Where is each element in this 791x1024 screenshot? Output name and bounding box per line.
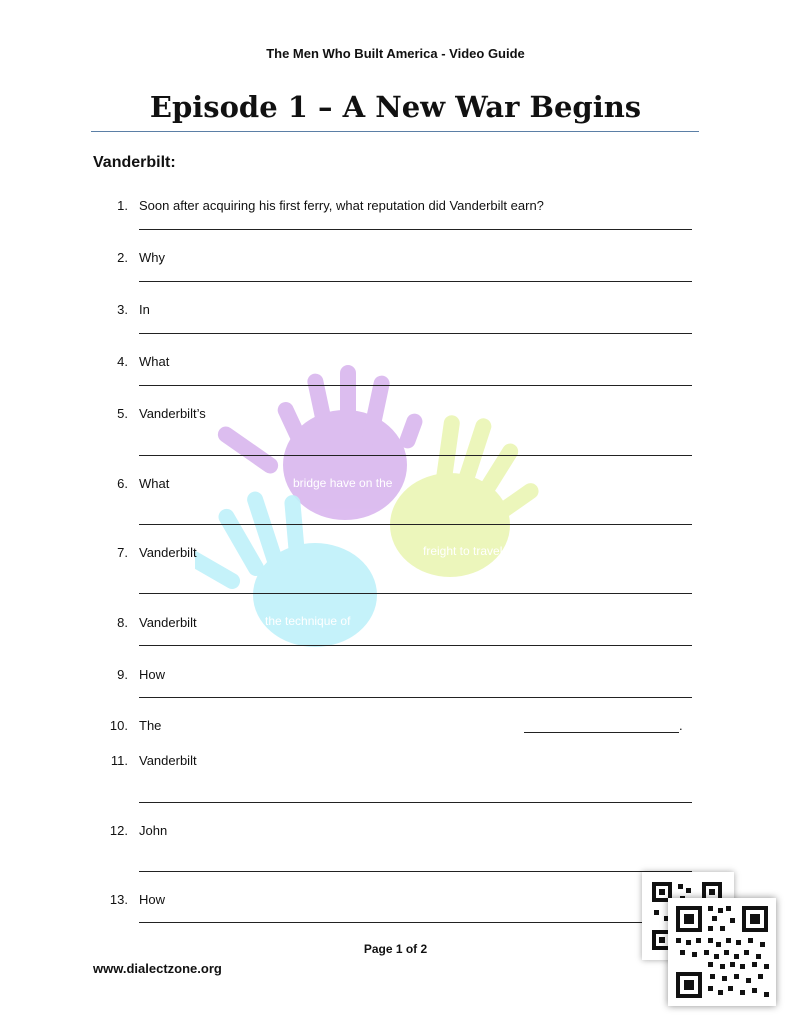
question-text: Vanderbilt bbox=[139, 753, 197, 768]
answer-line[interactable] bbox=[139, 281, 692, 282]
question-number: 6. bbox=[117, 476, 128, 491]
watermark-fragment-q6: bridge have on the bbox=[293, 476, 393, 490]
question-number: 5. bbox=[117, 406, 128, 421]
question-number: 4. bbox=[117, 354, 128, 369]
question-text: How bbox=[139, 892, 166, 907]
question-text: Vanderbilt bbox=[139, 545, 197, 560]
question-text: How bbox=[139, 667, 166, 682]
question-9 bbox=[0, 667, 791, 687]
question-number: 7. bbox=[117, 545, 128, 560]
question-text: What bbox=[139, 354, 170, 369]
question-6 bbox=[0, 476, 791, 496]
purple-hand bbox=[215, 365, 425, 520]
title-divider bbox=[91, 131, 699, 132]
question-3 bbox=[0, 302, 791, 322]
answer-line[interactable] bbox=[139, 333, 692, 334]
question-text: John bbox=[139, 823, 168, 838]
fill-in-blank[interactable] bbox=[524, 732, 679, 733]
question-text: What bbox=[139, 476, 170, 491]
episode-title: Episode 1 – A New War Begins bbox=[149, 90, 642, 124]
question-text: Vanderbilt’s bbox=[139, 406, 206, 421]
question-7 bbox=[0, 545, 791, 565]
question-number: 12. bbox=[109, 823, 128, 838]
question-number: 11. bbox=[110, 753, 128, 768]
question-number: 10. bbox=[109, 718, 128, 733]
answer-line[interactable] bbox=[139, 697, 692, 698]
question-1 bbox=[0, 198, 791, 218]
question-number: 8. bbox=[117, 615, 128, 630]
watermark-fragment-q8: the technique of bbox=[265, 614, 351, 628]
answer-line[interactable] bbox=[139, 922, 692, 923]
answer-line[interactable] bbox=[139, 524, 692, 525]
question-2 bbox=[0, 250, 791, 270]
question-5 bbox=[0, 406, 791, 426]
question-text: Soon after acquiring his first ferry, what reputation did Vanderbilt earn? bbox=[139, 198, 544, 213]
watermark-fragment-q7: freight to travel bbox=[423, 544, 503, 558]
fill-in-period: . bbox=[679, 718, 683, 733]
question-text: The bbox=[139, 718, 162, 733]
question-10 bbox=[0, 718, 791, 738]
guide-title: The Men Who Built America - Video Guide bbox=[266, 46, 525, 61]
question-text: In bbox=[139, 302, 150, 317]
page-number: Page 1 of 2 bbox=[363, 942, 428, 956]
question-4 bbox=[0, 354, 791, 374]
question-number: 13. bbox=[109, 892, 128, 907]
answer-line[interactable] bbox=[139, 871, 692, 872]
question-text: Vanderbilt bbox=[139, 615, 197, 630]
section-heading: Vanderbilt: bbox=[93, 154, 176, 171]
answer-line[interactable] bbox=[139, 593, 692, 594]
question-number: 2. bbox=[117, 250, 128, 265]
question-number: 3. bbox=[117, 302, 128, 317]
website-url[interactable]: www.dialectzone.org bbox=[93, 961, 222, 976]
question-number: 9. bbox=[117, 667, 128, 682]
qr-code bbox=[668, 898, 776, 1006]
answer-line[interactable] bbox=[139, 802, 692, 803]
answer-line[interactable] bbox=[139, 385, 692, 386]
question-12 bbox=[0, 823, 791, 843]
answer-line[interactable] bbox=[139, 645, 692, 646]
question-11 bbox=[0, 753, 791, 773]
answer-line[interactable] bbox=[139, 229, 692, 230]
question-text: Why bbox=[139, 250, 165, 265]
answer-line[interactable] bbox=[139, 455, 692, 456]
question-number: 1. bbox=[117, 198, 128, 213]
question-8 bbox=[0, 615, 791, 635]
